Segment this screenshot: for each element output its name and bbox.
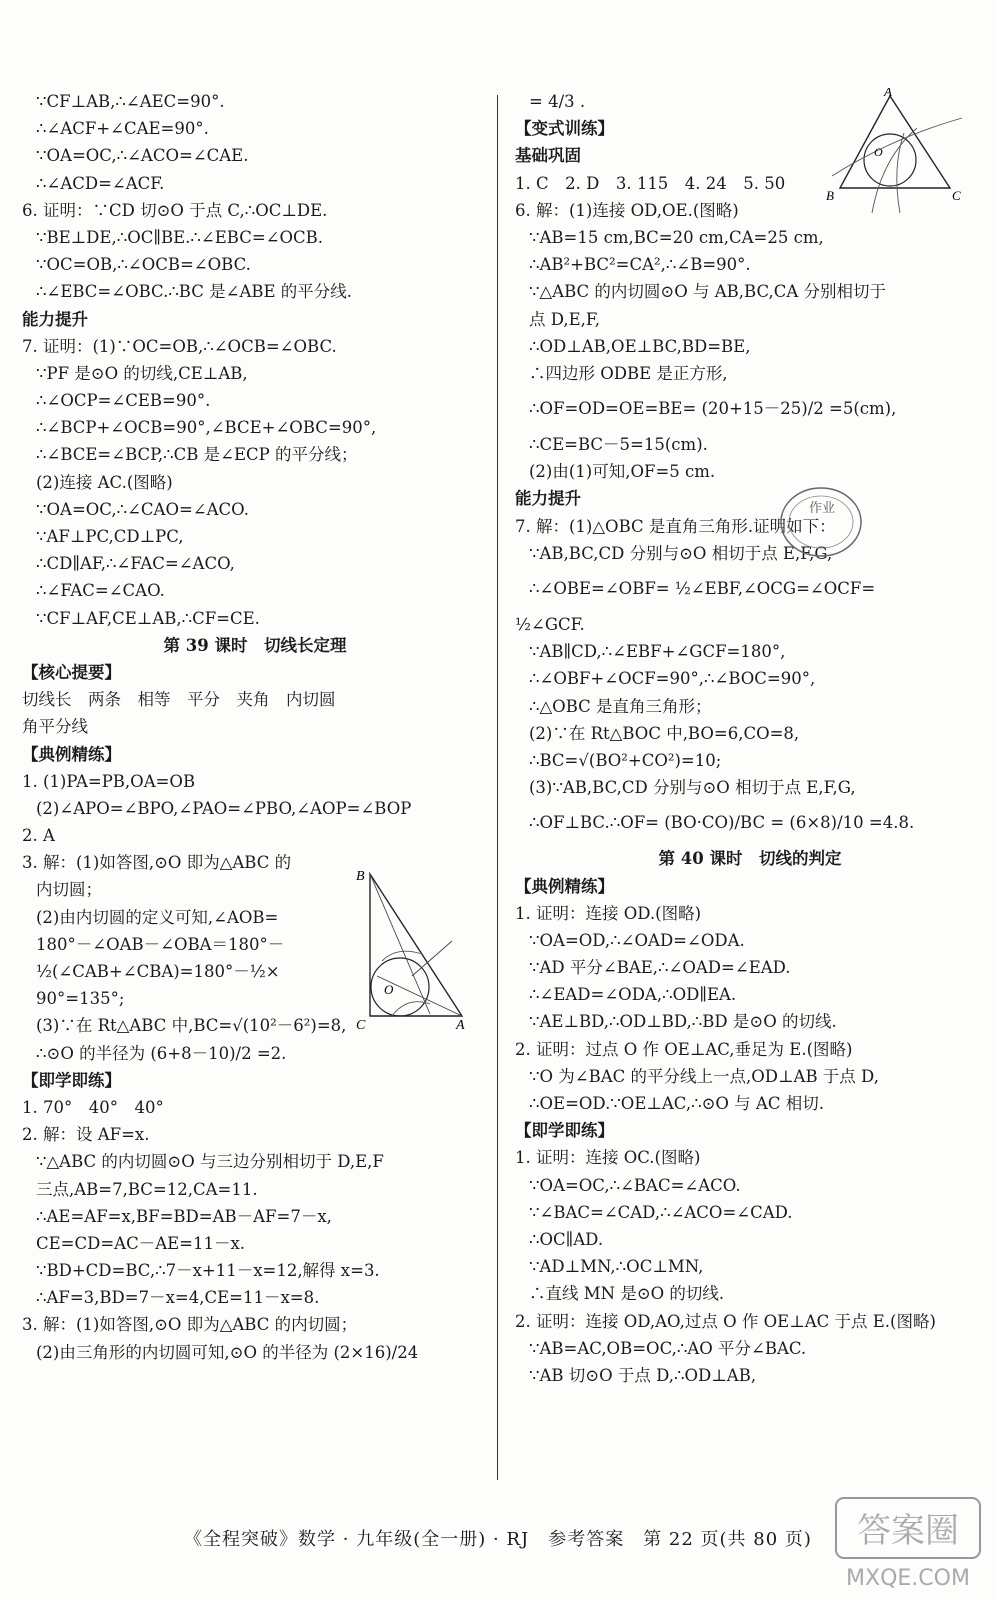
right-text-line: ∴OC∥AD. [529, 1229, 604, 1249]
right-text-line: 6. 解：(1)连接 OD,OE.(图略) [515, 200, 739, 220]
left-text-line: ∵AF⊥PC,CD⊥PC, [36, 527, 184, 546]
fig-left-label-o: O [384, 982, 394, 997]
left-text-line: ∵OA=OC,∴∠CAO=∠ACO. [36, 499, 249, 519]
left-text-line: ∴∠ACF+∠CAE=90°. [36, 119, 209, 139]
right-text-line: ∵AD⊥MN,∴OC⊥MN, [529, 1257, 704, 1277]
left-text-line: 能力提升 [22, 309, 88, 329]
right-text-line: ∵O 为∠BAC 的平分线上一点,OD⊥AB 于点 D, [529, 1066, 879, 1086]
fig-left-label-b: B [356, 869, 365, 884]
right-text-line: 第 40 课时 切线的判定 [658, 849, 842, 869]
right-text-line: ∵AB 切⊙O 于点 D,∴OD⊥AB, [529, 1365, 757, 1385]
left-text-line: ∴∠ACD=∠ACF. [36, 173, 165, 193]
left-text-line: ∴⊙O 的半径为 (6+8－10)/2 =2. [36, 1043, 287, 1063]
right-text-line: ∵AB=15 cm,BC=20 cm,CA=25 cm, [529, 227, 824, 247]
right-text-line: ∵OA=OD,∴∠OAD=∠ODA. [529, 930, 745, 950]
left-text-line: ∵CF⊥AB,∴∠AEC=90°. [36, 92, 225, 111]
right-text-line: (2)∵在 Rt△BOC 中,BO=6,CO=8, [529, 723, 800, 743]
right-text-line: 【典例精练】 [515, 876, 614, 896]
fig-right-label-o: O [874, 145, 883, 159]
left-text-line: ∴∠EBC=∠OBC.∴BC 是∠ABE 的平分线. [36, 282, 353, 302]
fig-right-label-a: A [884, 88, 892, 99]
left-text-line: ∵OA=OC,∴∠ACO=∠CAE. [36, 146, 249, 166]
left-text-line: ∵BD+CD=BC,∴7－x+11－x=12,解得 x=3. [36, 1261, 380, 1281]
right-text-line: 点 D,E,F, [529, 309, 601, 329]
left-text-line: CE=CD=AC－AE=11－x. [36, 1233, 246, 1253]
right-text-line: ∵OA=OC,∴∠BAC=∠ACO. [529, 1175, 741, 1195]
fig-right-label-c: C [952, 188, 961, 203]
right-text-line: ∴△OBC 是直角三角形； [529, 696, 712, 716]
left-text-line: (2)∠APO=∠BPO,∠PAO=∠PBO,∠AOP=∠BOP [36, 798, 412, 818]
right-text-line: ∵AB=AC,OB=OC,∴AO 平分∠BAC. [529, 1338, 807, 1358]
left-text-line: ∴AE=AF=x,BF=BD=AB－AF=7－x, [36, 1206, 332, 1226]
left-text-line: ∴∠BCE=∠BCP,∴CB 是∠ECP 的平分线； [36, 445, 358, 465]
left-text-line: (2)由三角形的内切圆可知,⊙O 的半径为 (2×16)/24 [36, 1342, 419, 1362]
left-text-line: ∵CF⊥AF,CE⊥AB,∴CF=CE. [36, 608, 260, 628]
right-text-line: = 4/3 . [529, 92, 586, 111]
left-text-line: 180°－∠OAB－∠OBA＝180°－ [36, 934, 285, 954]
left-text-line: 三点,AB=7,BC=12,CA=11. [36, 1179, 258, 1199]
stamp-text: 作业 [809, 501, 836, 516]
right-text-line: ∴OE=OD.∵OE⊥AC,∴⊙O 与 AC 相切. [529, 1094, 824, 1113]
left-text-line: (3)∵在 Rt△ABC 中,BC=√(10²－6²)=8, [36, 1016, 347, 1036]
left-text-line: ∵PF 是⊙O 的切线,CE⊥AB, [36, 363, 248, 383]
right-text-line: ∵△ABC 的内切圆⊙O 与 AB,BC,CA 分别相切于 [529, 282, 887, 302]
left-text-line: 1. (1)PA=PB,OA=OB [22, 771, 196, 791]
incircle-figure-left [352, 866, 477, 1036]
left-text-line: ∴∠FAC=∠CAO. [36, 581, 165, 601]
left-text-line: 90°=135°; [36, 989, 125, 1009]
right-text-line: (2)由(1)可知,OF=5 cm. [529, 462, 716, 482]
right-column [515, 88, 985, 1389]
left-text-line: 7. 证明：(1)∵OC=OB,∴∠OCB=∠OBC. [22, 336, 337, 356]
right-text-line: ∵AD 平分∠BAE,∴∠OAD=∠EAD. [529, 958, 791, 978]
left-text-line: ∴∠BCP+∠OCB=90°,∠BCE+∠OBC=90°, [36, 418, 377, 438]
left-text-line: ½(∠CAB+∠CBA)=180°－½× [36, 962, 280, 981]
right-text-line: 1. C 2. D 3. 115 4. 24 5. 50 [515, 173, 786, 193]
stamp-seal [776, 482, 866, 562]
watermark-url: MXQE.COM [846, 1566, 970, 1591]
right-text-line: (3)∵AB,BC,CD 分别与⊙O 相切于点 E,F,G, [529, 778, 856, 798]
right-text-line: ∴BC=√(BO²+CO²)=10; [529, 750, 722, 770]
left-text-line: 切线长 两条 相等 平分 夹角 内切圆 [22, 690, 336, 710]
right-text-line: ∴OD⊥AB,OE⊥BC,BD=BE, [529, 336, 751, 356]
right-text-line: 基础巩固 [515, 146, 581, 166]
right-text-line: ∴∠OBE=∠OBF= ½∠EBF,∠OCG=∠OCF= [529, 579, 876, 598]
right-text-line: 能力提升 [515, 489, 581, 509]
left-text-line: 角平分线 [22, 717, 88, 737]
left-text-line: 6. 证明：∵CD 切⊙O 于点 C,∴OC⊥DE. [22, 200, 328, 220]
left-text-line: ∵OC=OB,∴∠OCB=∠OBC. [36, 255, 251, 275]
right-text-line: ∴直线 MN 是⊙O 的切线. [529, 1284, 725, 1304]
left-column [22, 88, 488, 1366]
right-text-line: 【变式训练】 [515, 119, 614, 139]
right-text-line: ∴OF=OD=OE=BE= (20+15－25)/2 =5(cm), [529, 399, 897, 419]
right-text-line: ∵∠BAC=∠CAD,∴∠ACO=∠CAD. [529, 1202, 793, 1222]
right-text-line: 1. 证明：连接 OD.(图略) [515, 903, 702, 923]
top-edge [0, 0, 996, 10]
incircle-figure-right [822, 88, 972, 218]
watermark-text: 答案圈 [857, 1511, 959, 1551]
left-text-line: ∵BE⊥DE,∴OC∥BE.∴∠EBC=∠OCB. [36, 227, 323, 247]
left-text-line: 3. 解：(1)如答图,⊙O 即为△ABC 的内切圆； [22, 1315, 358, 1335]
left-text-line: ∵△ABC 的内切圆⊙O 与三边分别相切于 D,E,F [36, 1152, 384, 1172]
left-text-line: 内切圆； [36, 880, 102, 900]
right-text-line: 1. 证明：连接 OC.(图略) [515, 1148, 701, 1168]
right-text-line: 2. 证明：过点 O 作 OE⊥AC,垂足为 E.(图略) [515, 1039, 853, 1059]
right-text-line: ∴AB²+BC²=CA²,∴∠B=90°. [529, 255, 751, 275]
right-text-line: ∵AB∥CD,∴∠EBF+∠GCF=180°, [529, 642, 786, 662]
left-text-line: ∴CD∥AF,∴∠FAC=∠ACO, [36, 554, 235, 574]
right-text-line: 2. 证明：连接 OD,AO,过点 O 作 OE⊥AC 于点 E.(图略) [515, 1311, 936, 1331]
left-text-line: 1. 70° 40° 40° [22, 1097, 164, 1117]
right-text-line: ∴∠OBF+∠OCF=90°,∴∠BOC=90°, [529, 669, 816, 689]
left-text-line: 【即学即练】 [22, 1070, 121, 1090]
right-text-line: ∴CE=BC－5=15(cm). [529, 435, 708, 455]
fig-right-label-b: B [826, 188, 834, 203]
left-text-line: (2)由内切圆的定义可知,∠AOB= [36, 907, 279, 927]
left-text-line: ∴∠OCP=∠CEB=90°. [36, 391, 211, 411]
left-text-line: 【核心提要】 [22, 662, 121, 682]
right-text-line: ½∠GCF. [515, 615, 585, 634]
left-text-line: 3. 解：(1)如答图,⊙O 即为△ABC 的 [22, 853, 292, 873]
right-text-line: ∵AB,BC,CD 分别与⊙O 相切于点 E,F,G, [529, 543, 833, 563]
fig-left-label-c: C [356, 1018, 366, 1033]
right-text-line: ∴OF⊥BC.∴OF= (BO·CO)/BC = (6×8)/10 =4.8. [529, 813, 915, 833]
left-text-line: ∴AF=3,BD=7－x=4,CE=11－x=8. [36, 1288, 320, 1308]
fig-left-label-a: A [456, 1018, 465, 1033]
right-text-line: ∴四边形 ODBE 是正方形, [529, 363, 728, 383]
left-text-line: 【典例精练】 [22, 744, 121, 764]
left-text-line: 第 39 课时 切线长定理 [163, 635, 347, 655]
right-text-line: 7. 解：(1)△OBC 是直角三角形.证明如下： [515, 516, 836, 536]
column-divider [497, 95, 498, 1480]
right-text-line: ∴∠EAD=∠ODA,∴OD∥EA. [529, 985, 737, 1005]
left-text-line: 2. A [22, 826, 55, 846]
left-text-line: 2. 解：设 AF=x. [22, 1125, 150, 1145]
left-text-line: (2)连接 AC.(图略) [36, 472, 173, 492]
page-footer: 《全程突破》数学 · 九年级(全一册) · RJ 参考答案 第 22 页(共 80 页) [184, 1529, 812, 1550]
right-text-line: 【即学即练】 [515, 1121, 614, 1141]
right-text-line: ∵AE⊥BD,∴OD⊥BD,∴BD 是⊙O 的切线. [529, 1012, 837, 1032]
